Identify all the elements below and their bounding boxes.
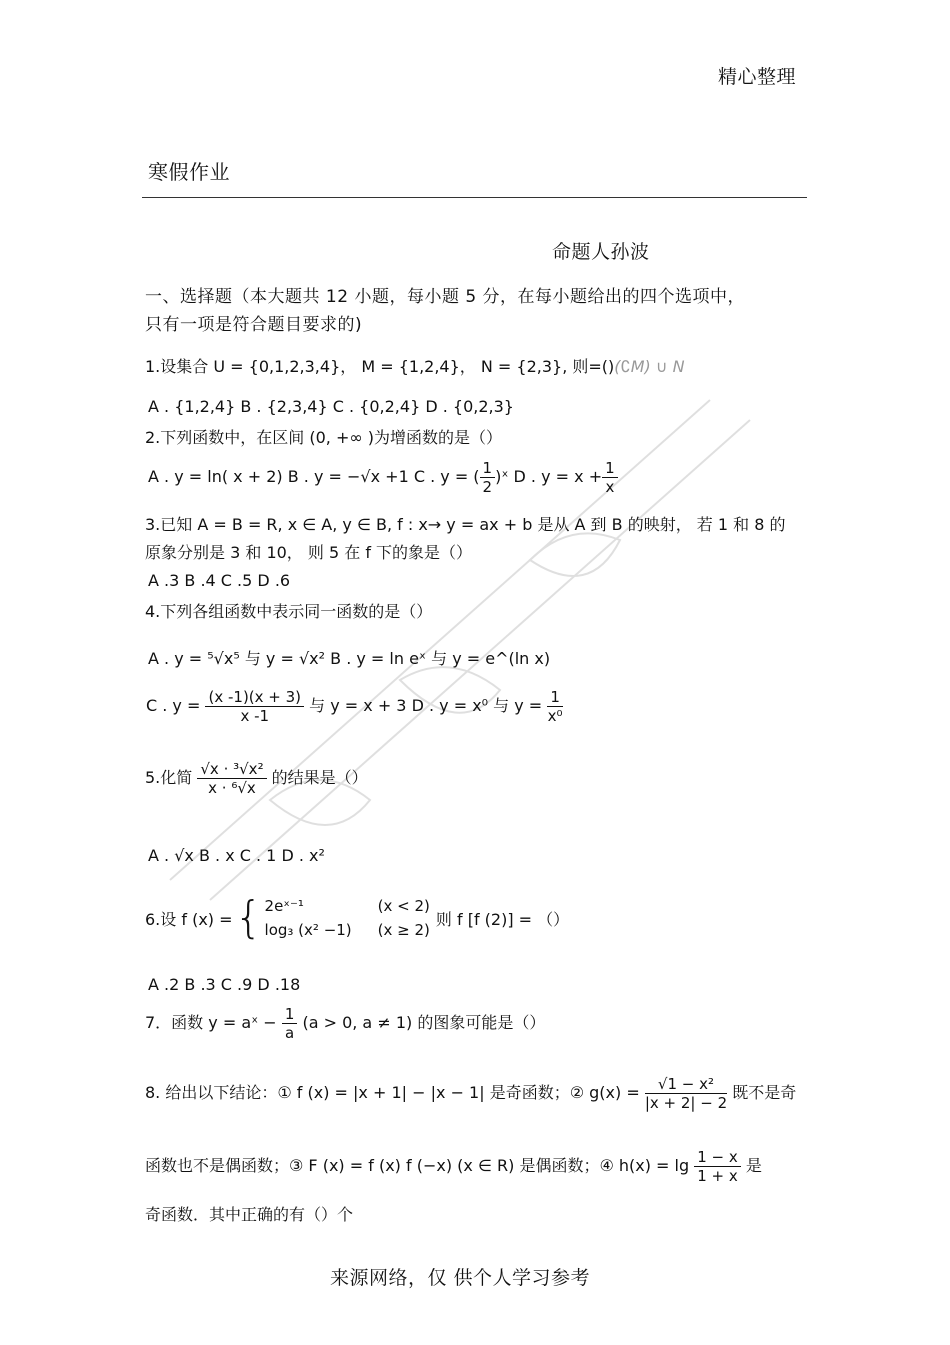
fraction: $\frac{1 - x}{1 + x}$	[694, 1148, 741, 1185]
piecewise-cases: 2eˣ⁻¹ (x < 2) log₃ (x² −1) (x ≥ 2)	[264, 897, 430, 939]
question-6-stem: 6.设 f (x) = { 2eˣ⁻¹ (x < 2) log₃ (x² −1) (x ≥ 2) 则 f [f (2)] = （）	[145, 892, 570, 943]
question-6-options: A .2 B .3 C .9 D .18	[148, 975, 301, 994]
fraction: $\frac{1}{a}$	[282, 1005, 298, 1042]
fraction: $\frac{1}{x}$	[602, 459, 618, 496]
question-4-options-ab: A . y = ⁵√x⁵ 与 y = √x² B . y = ln eˣ 与 y = e^(ln x)	[148, 649, 551, 668]
author-line: 命题人孙波	[552, 241, 650, 263]
fraction: $\frac{1}{2}$	[480, 459, 496, 496]
left-brace: {	[234, 892, 263, 943]
question-4-options-cd: C . y = $\frac{(x -1)(x + 3)}{x -1}$ 与 y = x + 3 D . y = x⁰ 与 y = $\frac{1}{\text{x⁰}}$	[146, 688, 563, 725]
question-8-line2: 函数也不是偶函数；③ F (x) = f (x) f (−x) (x ∈ R) 是偶函数；④ h(x) = lg $\frac{1 - x}{1 + x}$ 是	[145, 1148, 762, 1185]
question-1-options: A . {1,2,4} B . {2,3,4} C . {0,2,4} D . {0,2,3}	[148, 397, 514, 416]
question-3-line1: 3.已知 A = B = R, x ∈ A, y ∈ B, f : x→ y = ax + b 是从 A 到 B 的映射， 若 1 和 8 的	[145, 515, 786, 534]
question-1-stem: 1.设集合 U = {0,1,2,3,4}， M = {1,2,4}， N = {2,3}, 则=()(∁M) ∪ N	[145, 357, 685, 376]
corner-note: 精心整理	[718, 66, 797, 88]
complement-union-expression: (∁M) ∪ N	[614, 357, 685, 376]
question-5-stem: 5.化简 $\frac{\text{√x · ³√x²}}{\text{x · ⁶√x}}$ 的结果是（）	[145, 760, 368, 797]
question-2-stem: 2.下列函数中，在区间 (0, +∞ )为增函数的是（）	[145, 428, 503, 447]
question-5-options: A . √x B . x C . 1 D . x²	[148, 846, 325, 865]
question-2-options: A . y = ln( x + 2) B . y = −√x +1 C . y = ( $\frac{1}{2}$ )ˣ D . y = x + $\frac{1}{x}$	[148, 459, 618, 496]
footer-note: 来源网络，仅 供个人学习参考	[330, 1267, 591, 1289]
fraction: $\frac{\text{√x · ³√x²}}{\text{x · ⁶√x}}$	[197, 760, 266, 797]
question-8-line3: 奇函数．其中正确的有（）个	[145, 1205, 354, 1224]
fraction: $\frac{\text{√1 − x²}}{|x + 2| - 2}$	[644, 1075, 728, 1112]
question-3-line2: 原象分别是 3 和 10， 则 5 在 f 下的象是（）	[145, 543, 473, 562]
page-title: 寒假作业	[148, 160, 230, 184]
question-8-line1: 8. 给出以下结论：① f (x) = |x + 1| − |x − 1| 是奇函数；② g(x) = $\frac{\text{√1 − x²}}{|x + 2| - 2}$ 既不是奇	[145, 1075, 797, 1112]
fraction: $\frac{1}{\text{x⁰}}$	[547, 688, 563, 725]
question-7-stem: 7．函数 y = aˣ − $\frac{1}{a}$ (a > 0, a ≠ 1) 的图象可能是（）	[145, 1005, 546, 1042]
question-3-options: A .3 B .4 C .5 D .6	[148, 571, 291, 590]
section-heading-line2: 只有一项是符合题目要求的)	[145, 315, 363, 335]
section-heading-line1: 一、选择题（本大题共 12 小题，每小题 5 分，在每小题给出的四个选项中，	[145, 287, 746, 307]
question-4-stem: 4.下列各组函数中表示同一函数的是（）	[145, 602, 433, 621]
fraction: $\frac{(x -1)(x + 3)}{x -1}$	[205, 688, 304, 725]
title-divider	[142, 197, 807, 198]
